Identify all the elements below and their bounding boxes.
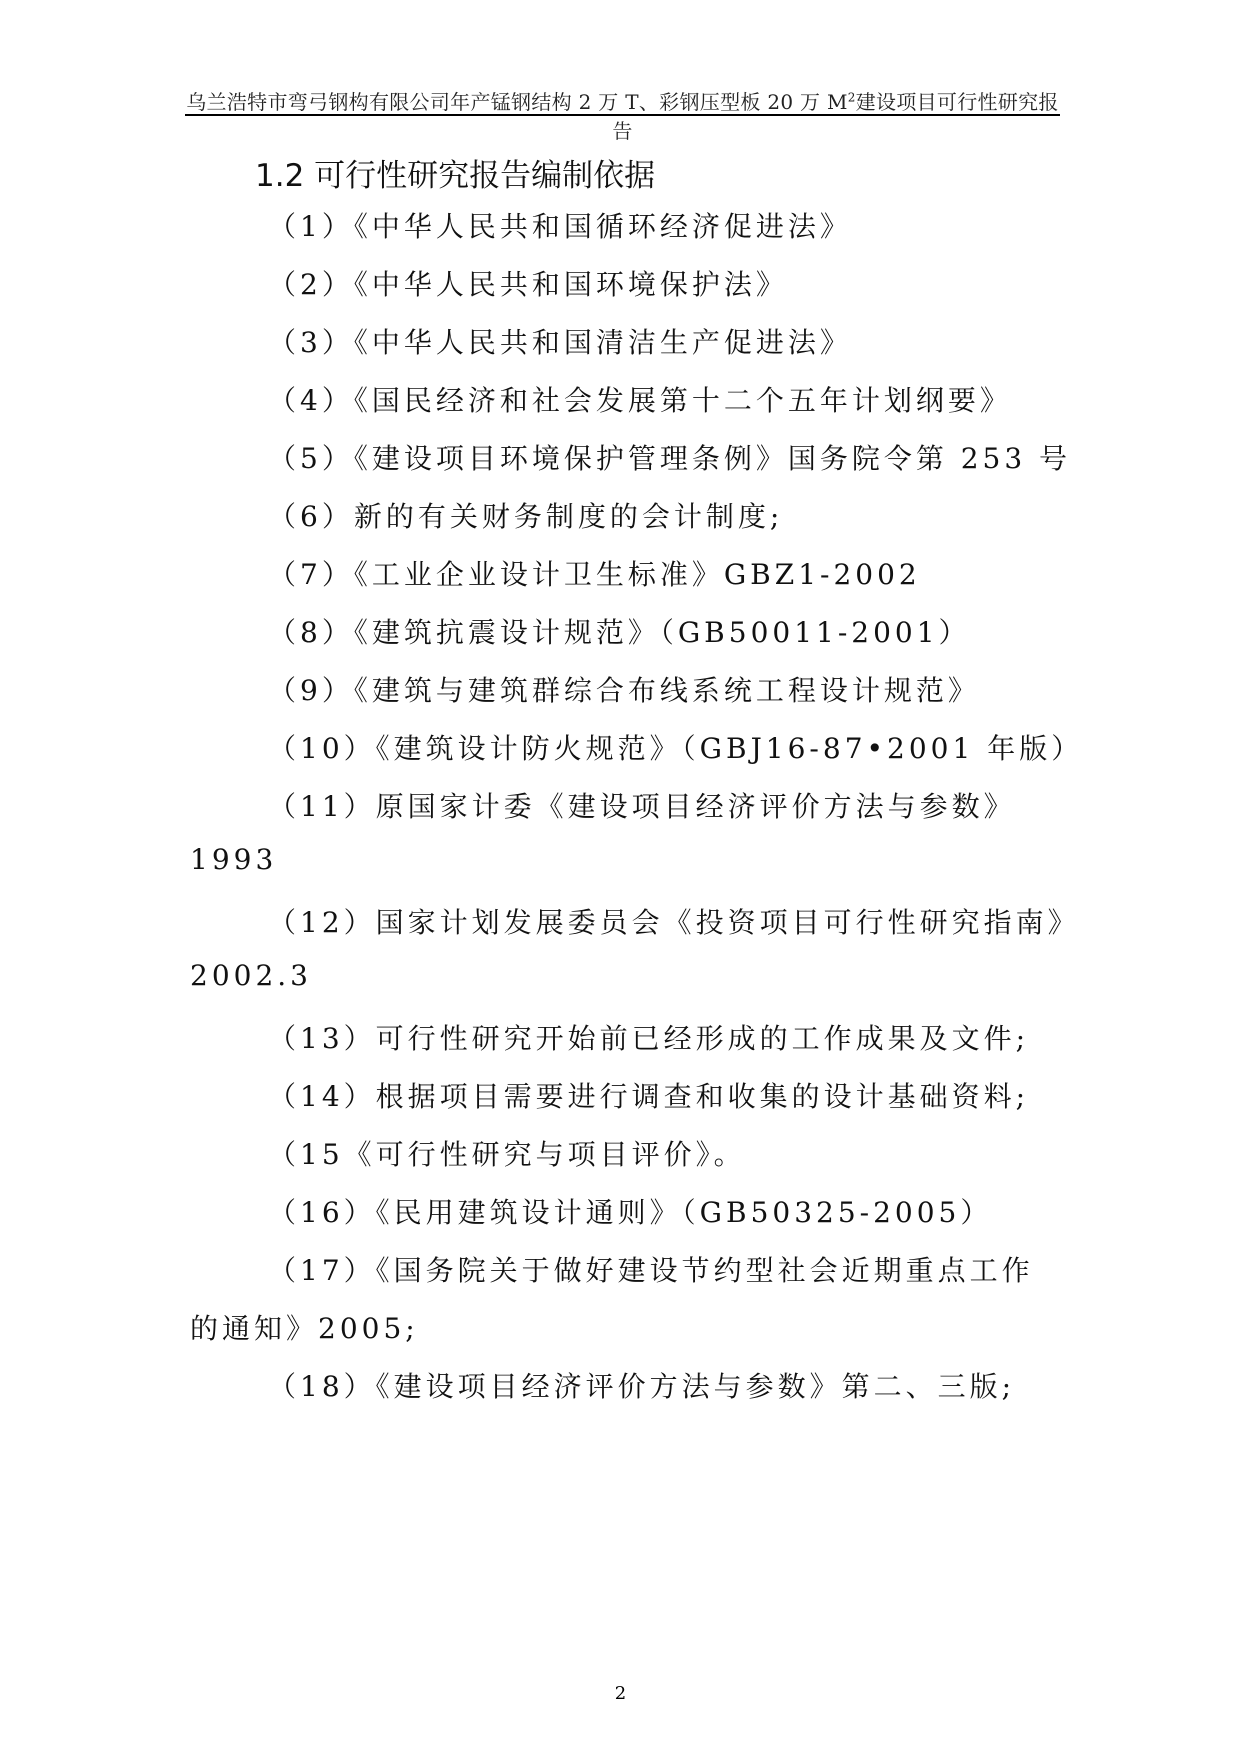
list-item: （2）《中华人民共和国环境保护法》 <box>268 268 788 301</box>
list-item: （6）新的有关财务制度的会计制度; <box>268 500 784 533</box>
list-item: （7）《工业企业设计卫生标准》GBZ1-2002 <box>268 558 921 591</box>
list-item: （17）《国务院关于做好建设节约型社会近期重点工作 <box>268 1254 1034 1287</box>
list-item: （16）《民用建筑设计通则》（GB50325-2005） <box>268 1196 993 1229</box>
list-item: （18）《建设项目经济评价方法与参数》第二、三版; <box>268 1370 1016 1403</box>
list-item-continuation: 的通知》2005; <box>190 1312 419 1345</box>
header-superscript: 2 <box>847 90 856 105</box>
list-item: （11）原国家计委《建设项目经济评价方法与参数》 <box>268 790 1016 823</box>
header-rule <box>185 114 1060 116</box>
page-number: 2 <box>614 1683 627 1704</box>
list-item-continuation: 1993 <box>190 843 278 876</box>
list-item: （14）根据项目需要进行调查和收集的设计基础资料; <box>268 1080 1030 1113</box>
list-item: （9）《建筑与建筑群综合布线系统工程设计规范》 <box>268 674 980 707</box>
list-item: （15《可行性研究与项目评价》。 <box>268 1138 746 1171</box>
list-item: （10）《建筑设计防火规范》（GBJ16-87•2001 年版） <box>268 732 1084 765</box>
list-item: （12）国家计划发展委员会《投资项目可行性研究指南》 <box>268 906 1080 939</box>
header-title-part2: 建设项目可行性研究报告 <box>612 90 1059 143</box>
list-item: （8）《建筑抗震设计规范》（GB50011-2001） <box>268 616 971 649</box>
list-item: （5）《建设项目环境保护管理条例》国务院令第 253 号 <box>268 442 1072 475</box>
list-item: （4）《国民经济和社会发展第十二个五年计划纲要》 <box>268 384 1012 417</box>
list-item: （13）可行性研究开始前已经形成的工作成果及文件; <box>268 1022 1030 1055</box>
list-item: （1）《中华人民共和国循环经济促进法》 <box>268 210 852 243</box>
header-title-part1: 乌兰浩特市弯弓钢构有限公司年产锰钢结构 2 万 T、彩钢压型板 20 万 M <box>186 90 848 114</box>
list-item-continuation: 2002.3 <box>190 959 312 992</box>
section-heading: 1.2 可行性研究报告编制依据 <box>255 158 656 194</box>
list-item: （3）《中华人民共和国清洁生产促进法》 <box>268 326 852 359</box>
